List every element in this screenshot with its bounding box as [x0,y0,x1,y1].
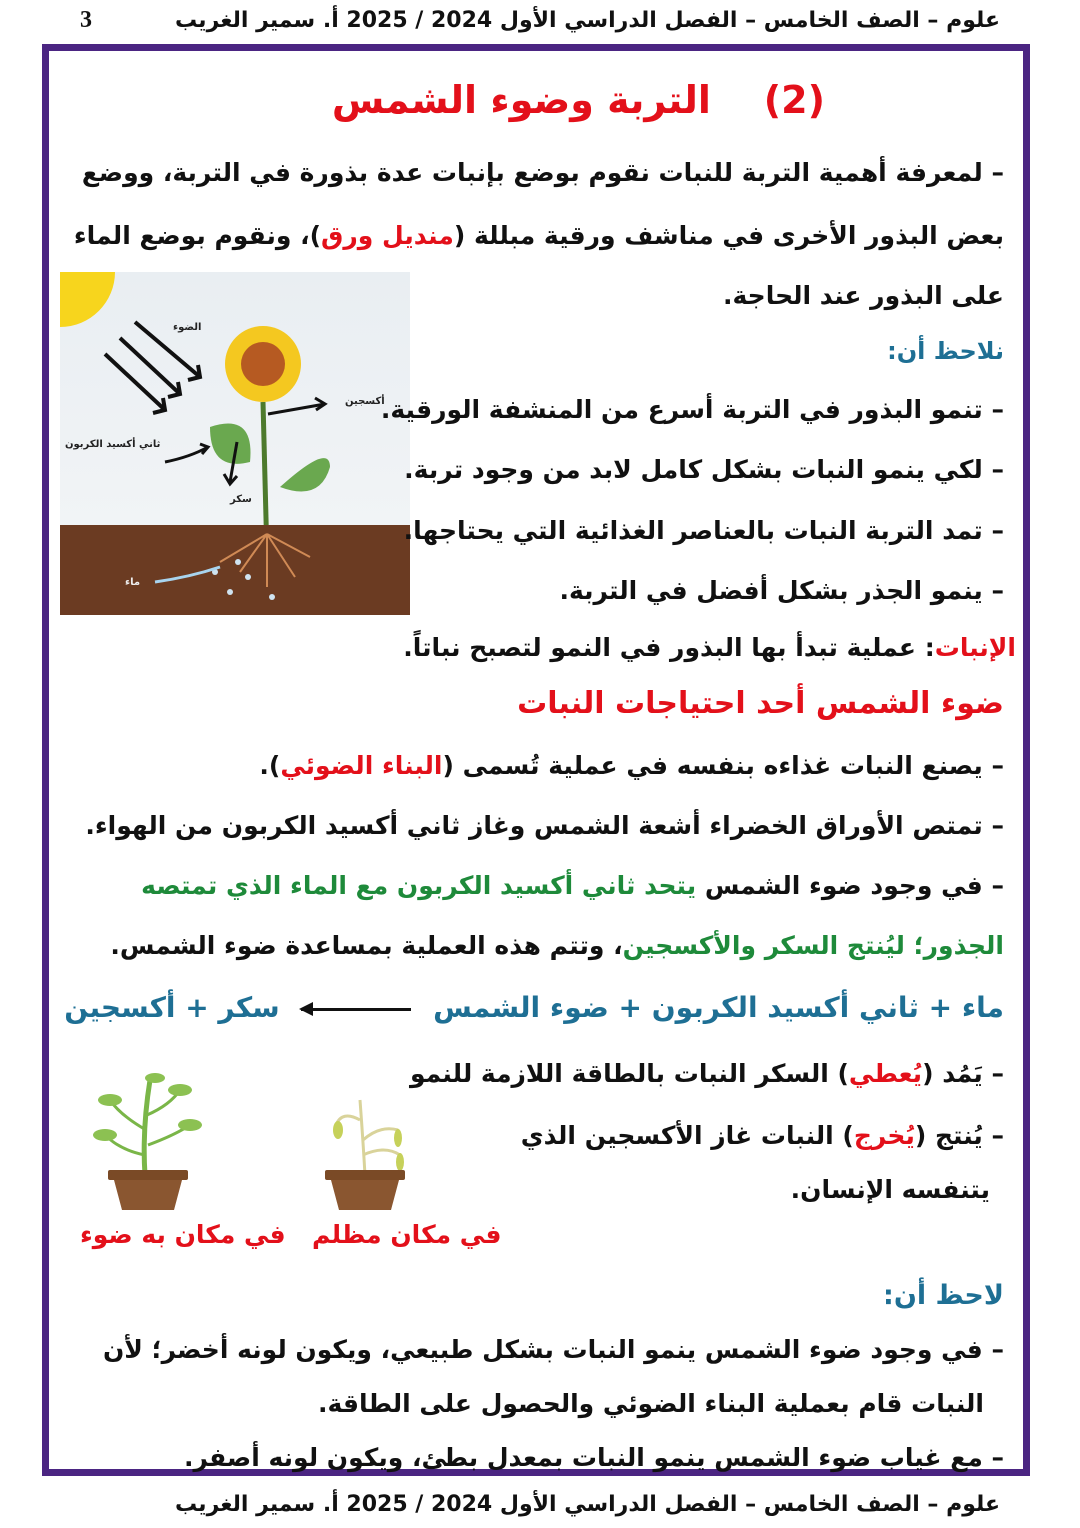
photosynthesis-diagram [60,272,410,615]
diagram-label-co2: ثاني أكسيد الكربون [65,439,161,450]
observe-heading-2: لاحظ أن: [883,1280,1004,1311]
section2-item-2: – تمتص الأوراق الخضراء أشعة الشمس وغاز ثاني أكسيد الكربون من الهواء. [85,811,1004,840]
potted-plants-illustration [80,1070,480,1220]
photosynthesis-equation [64,990,1004,1026]
observe1-item: – ينمو الجذر بشكل أفضل في التربة. [559,576,1004,605]
diagram-label-oxygen: أكسجين [345,396,385,407]
plant-comparison [80,1070,502,1270]
highlight-paper-towel: منديل ورق [321,221,454,250]
page-footer [70,1484,1000,1524]
products-item-2: – يُنتج (يُخرج) النبات غاز الأكسجين الذي [520,1121,1004,1150]
healthy-plant-icon [93,1073,202,1210]
diagram-label-light: الضوء [173,322,202,333]
germination-definition: الإنبات: عملية تبدأ بها البذور في النمو لتصبح نباتاً. [403,633,1016,662]
observe1-item: – تنمو البذور في التربة أسرع من المنشفة الورقية. [380,395,1004,424]
definition-term: الإنبات [934,633,1016,662]
observe2-item-2: – مع غياب ضوء الشمس ينمو النبات بمعدل بطئ، ويكون لونه أصفر. [184,1443,1004,1472]
equation-reactants: ماء + ثاني أكسيد الكربون + ضوء الشمس [433,991,1004,1024]
observe2-item-1: – في وجود ضوء الشمس ينمو النبات بشكل طبيعي، ويكون لونه أخضر؛ لأن [102,1335,1004,1364]
lesson-title [331,78,825,122]
label-in-dark: في مكان مظلم [312,1220,502,1249]
section2-item-1: – يصنع النبات غذاءه بنفسه في عملية تُسمى (البناء الضوئي). [259,751,1004,780]
products-item-2-cont: يتنفسه الإنسان. [790,1175,990,1204]
intro-line-1: – لمعرفة أهمية التربة للنبات نقوم بوضع بإنبات عدة بذورة في التربة، ووضع [81,158,1004,187]
section-heading-sunlight: ضوء الشمس أحد احتياجات النبات [517,686,1004,721]
products-item-1: – يَمُد (يُعطي) السكر النبات بالطاقة اللازمة للنمو [409,1059,1004,1088]
lesson-title-text: التربة وضوء الشمس [331,78,711,122]
intro-line-3: على البذور عند الحاجة. [723,281,1004,310]
observe-heading-1: نلاحظ أن: [887,337,1004,365]
label-in-light: في مكان به ضوء [80,1220,286,1249]
diagram-label-water: ماء [125,577,141,588]
header-text: علوم – الصف الخامس – الفصل الدراسي الأول 2024 / 2025 أ. سمير الغريب [175,7,1000,33]
section2-item-3-cont: الجذور؛ ليُنتج السكر والأكسجين، وتتم هذه العملية بمساعدة ضوء الشمس. [110,931,1004,960]
observe1-item: – تمد التربة النبات بالعناصر الغذائية التي يحتاجها. [403,516,1004,545]
flower-head [225,326,301,402]
sun-icon [60,272,115,327]
intro-line-2: بعض البذور الأخرى في مناشف ورقية مبللة (منديل ورق)، ونقوم بوضع الماء [73,221,1004,250]
section2-item-3: – في وجود ضوء الشمس يتحد ثاني أكسيد الكربون مع الماء الذي تمتصه [141,871,1004,900]
arrow-icon [301,1008,411,1011]
equation-products: سكر + أكسجين [64,991,280,1024]
highlight-photosynthesis: البناء الضوئي [280,751,443,780]
footer-text: علوم – الصف الخامس – الفصل الدراسي الأول 2024 / 2025 أ. سمير الغريب [175,1491,1000,1517]
diagram-label-sugar: سكر [230,494,252,505]
observe2-item-1-cont: النبات قام بعملية البناء الضوئي والحصول على الطاقة. [317,1389,984,1418]
page-header [70,0,1000,40]
page-number: 3 [80,6,92,33]
lesson-number: (2) [763,78,825,122]
wilted-plant-icon [325,1100,405,1210]
observe1-item: – لكي ينمو النبات بشكل كامل لابد من وجود تربة. [404,455,1004,484]
